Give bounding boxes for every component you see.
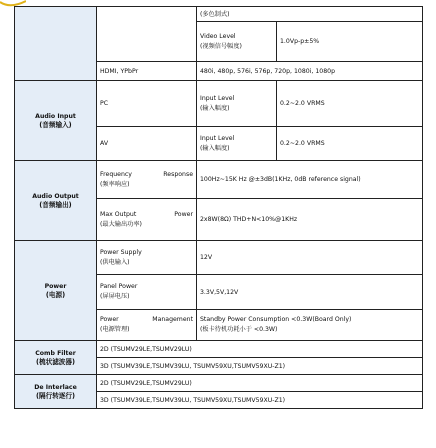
- video-level-value: 1.0Vp-p±5%: [277, 22, 423, 62]
- comb-filter-2d: 2D (TSUMV29LE,TSUMV29LU): [97, 341, 423, 358]
- video-level-label: Video Level (视频信号幅度): [197, 22, 277, 62]
- audio-input-pc-level: Input Level (输入幅度): [197, 81, 277, 127]
- table-row: [15, 81, 423, 127]
- power-category: Power (电源): [15, 241, 97, 341]
- audio-input-pc-value: 0.2~2.0 VRMS: [277, 81, 423, 127]
- power-management-value: Standby Power Consumption <0.3W(Board Only) (板卡待机功耗小于 <0.3W): [197, 310, 423, 341]
- audio-input-category: Audio Input (音频输入): [15, 81, 97, 161]
- comb-filter-category: Comb Filter (梳状滤波器): [15, 341, 97, 375]
- audio-output-category: Audio Output (音频输出): [15, 161, 97, 241]
- video-category-cell: [15, 7, 97, 81]
- audio-input-av-level: Input Level (输入幅度): [197, 127, 277, 161]
- audio-input-pc-label: PC: [97, 81, 197, 127]
- video-format-label-cell: [97, 7, 197, 62]
- deinterlace-3d: 3D (TSUMV39LE,TSUMV39LU, TSUMV59XU,TSUMV59XU-Z1): [97, 392, 423, 409]
- power-management-label: Power Management (电源管理): [97, 310, 197, 341]
- spec-table: [14, 6, 423, 409]
- audio-output-maxout-label: Max Output Power (最大输出功率): [97, 199, 197, 241]
- audio-output-maxout-value: 2x8W(8Ω) THD+N<10%@1KHz: [197, 199, 423, 241]
- table-row: [15, 241, 423, 275]
- power-supply-label: Power Supply (供电输入): [97, 241, 197, 275]
- panel-power-value: 3.3V,5V,12V: [197, 275, 423, 310]
- video-format-cn: (多色制式): [197, 7, 423, 22]
- deinterlace-2d: 2D (TSUMV29LE,TSUMV29LU): [97, 375, 423, 392]
- deinterlace-category: De Interlace (隔行转逐行): [15, 375, 97, 409]
- audio-output-freq-label: Frequency Response (频率响应): [97, 161, 197, 199]
- audio-output-freq-value: 100Hz~15K Hz @±3dB(1KHz, 0dB reference signal): [197, 161, 423, 199]
- audio-input-av-label: AV: [97, 127, 197, 161]
- hdmi-value: 480i, 480p, 576i, 576p, 720p, 1080i, 1080p: [197, 62, 423, 81]
- power-supply-value: 12V: [197, 241, 423, 275]
- table-row: [15, 341, 423, 358]
- table-row: [15, 161, 423, 199]
- table-row: [15, 7, 423, 22]
- comb-filter-3d: 3D (TSUMV39LE,TSUMV39LU, TSUMV59XU,TSUMV59XU-Z1): [97, 358, 423, 375]
- hdmi-label: HDMI, YPbPr: [97, 62, 197, 81]
- panel-power-label: Panel Power (屏屏电压): [97, 275, 197, 310]
- table-row: [15, 375, 423, 392]
- audio-input-av-value: 0.2~2.0 VRMS: [277, 127, 423, 161]
